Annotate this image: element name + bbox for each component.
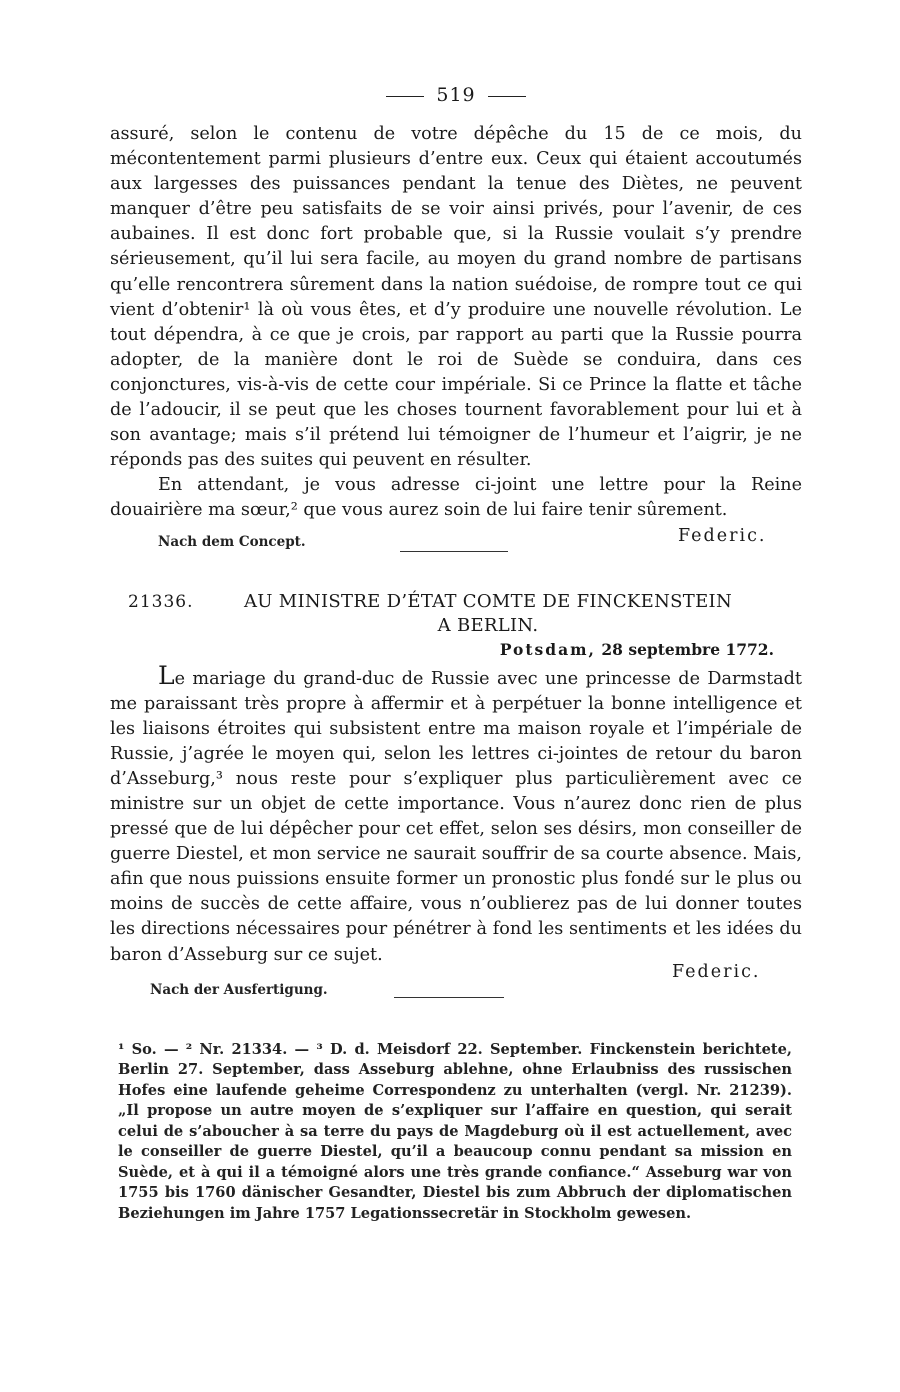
separator-rule-2 [394, 997, 504, 998]
footnotes: ¹ So. — ² Nr. 21334. — ³ D. d. Meisdorf 22. September. Finckenstein berichtete, Berlin 27. September, dass Asseburg ablehne, ohne Erlaubniss des russischen Hofes eine laufende geheime Correspondenz zu unterhalten (vergl. Nr. 21239). „Il propose un autre moyen de s’expliquer sur l’affaire en question, qui serait celui de s’aboucher à sa terre du pays de Magdeburg où il est actuellement, avec le conseiller de guerre Diestel, qu’il a beaucoup connu pendant sa mission en Suède, et à qui il a témoigné alors une très grande confiance.“ Asseburg war von 1755 bis 1760 dänischer Gesandter, Diestel bis zum Abbruch der diplomatischen Beziehungen im Jahre 1757 Legationssecretär in Stockholm gewesen. [118, 1040, 792, 1222]
signature-1: Federic. [678, 525, 767, 546]
letter-initial: L [158, 660, 175, 690]
closing-2 [110, 961, 802, 1002]
dateline-date: 28 septembre 1772. [601, 639, 774, 659]
page-number-text: 519 [436, 84, 476, 106]
source-note-1: Nach dem Concept. [158, 533, 306, 550]
letter-body [110, 660, 802, 968]
paragraph-1: assuré, selon le contenu de votre dépêche du 15 de ce mois, du mécontentement parmi plusieurs d’entre eux. Ceux qui étaient accoutumés aux largesses des puissances pendant la tenue des Diètes, ne peuvent manquer d’être peu satisfaits de se voir ainsi privés, pour l’avenir, de ces aubaines. Il est donc fort probable que, si la Russie voulait s’y prendre sérieusement, qu’il lui sera facile, au moyen du grand nombre de partisans qu’elle rencontrera sûrement dans la nation suédoise, de rompre tout ce qui vient d’obtenir¹ là où vous êtes, et d’y produire une nouvelle révolution. Le tout dépendra, à ce que je crois, par rapport au parti que la Russie pourra adopter, de la manière dont le roi de Suède se conduira, dans ces conjonctures, vis-à-vis de cette cour impériale. Si ce Prince la flatte et tâche de l’adoucir, il se peut que les choses tournent favorablement pour lui et à son avantage; mais s’il prétend lui témoigner de l’humeur et l’aigrir, je ne réponds pas des suites qui peuvent en résulter. [110, 124, 802, 471]
page-number-dash-right [488, 96, 526, 97]
document-title-line-2: A BERLIN. [437, 614, 539, 636]
document-header [110, 590, 802, 638]
source-note-2: Nach der Ausfertigung. [150, 981, 328, 998]
document-page [110, 84, 802, 1224]
page-number-dash-left [386, 96, 424, 97]
signature-2: Federic. [672, 961, 761, 982]
dateline [110, 640, 774, 659]
separator-rule-1 [400, 551, 508, 552]
paragraph-2: En attendant, je vous adresse ci-joint une lettre pour la Reine douairière ma sœur,² que vous aurez soin de lui faire tenir sûrement. [110, 475, 802, 521]
page-number [110, 84, 802, 106]
document-number: 21336. [128, 591, 194, 612]
letter-body-text: e mariage du grand-duc de Russie avec une princesse de Darmstadt me paraissant très propre à affermir et à perpétuer la bonne intelligence et les liaisons étroites qui subsistent entre ma maison royale et l’impériale de Russie, j’agrée le moyen qui, selon les lettres ci-jointes de retour du baron d’Asseburg,³ nous reste pour s’expliquer plus particulièrement avec ce ministre sur un objet de cette importance. Vous n’aurez donc rien de plus pressé que de lui dépêcher pour cet effet, selon ses désirs, mon conseiller de guerre Diestel, et mon service ne saurait souffrir de sa courte absence. Mais, afin que nous puissions ensuite former un pronostic plus fondé sur le plus ou moins de succès de cette affaire, vous n’oublierez pas de lui donner toutes les directions nécessaires pour pénétrer à fond les sentiments et les idées du baron d’Asseburg sur ce sujet. [110, 668, 802, 965]
document-title-line-1: AU MINISTRE D’ÉTAT COMTE DE FINCKENSTEIN [243, 590, 732, 612]
closing-1 [110, 524, 802, 554]
dateline-place: Potsdam, [499, 639, 596, 659]
